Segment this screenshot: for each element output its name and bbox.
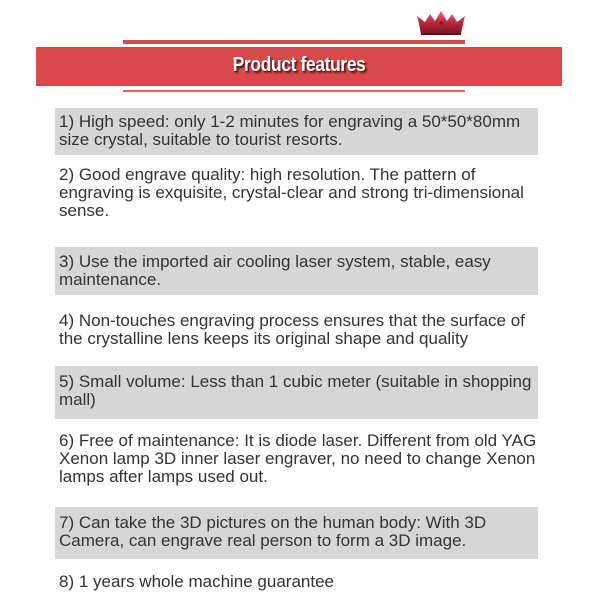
feature-item-7 bbox=[55, 507, 538, 559]
feature-text: 5) Small volume: Less than 1 cubic meter (suitable in shopping mall) bbox=[59, 372, 532, 409]
top-divider bbox=[123, 40, 465, 44]
feature-item-2 bbox=[55, 160, 538, 240]
feature-item-6 bbox=[55, 425, 538, 503]
feature-text: 6) Free of maintenance: It is diode laser. Different from old YAG Xenon lamp 3D inner laser engraver, no need to change Xenon lamps after lamps used out. bbox=[59, 431, 537, 486]
feature-text: 8) 1 years whole machine guarantee bbox=[59, 572, 334, 591]
feature-text: 3) Use the imported air cooling laser system, stable, easy maintenance. bbox=[59, 252, 491, 289]
feature-text: 2) Good engrave quality: high resolution. The pattern of engraving is exquisite, crystal-clear and strong tri-dimensional sense. bbox=[59, 165, 524, 220]
title-banner bbox=[36, 47, 562, 86]
crown-icon bbox=[415, 10, 467, 36]
bottom-divider bbox=[123, 90, 465, 92]
section-title: Product features bbox=[232, 54, 366, 76]
feature-text: 4) Non-touches engraving process ensures that the surface of the crystalline lens keeps its original shape and quality bbox=[59, 311, 525, 348]
feature-item-4 bbox=[55, 300, 545, 360]
feature-item-1 bbox=[55, 108, 538, 155]
feature-item-8 bbox=[55, 566, 538, 594]
feature-item-5 bbox=[55, 366, 538, 419]
feature-item-3 bbox=[55, 247, 538, 295]
feature-text: 1) High speed: only 1-2 minutes for engraving a 50*50*80mm size crystal, suitable to tourist resorts. bbox=[59, 112, 521, 149]
feature-text: 7) Can take the 3D pictures on the human body: With 3D Camera, can engrave real person to form a 3D image. bbox=[59, 513, 487, 550]
